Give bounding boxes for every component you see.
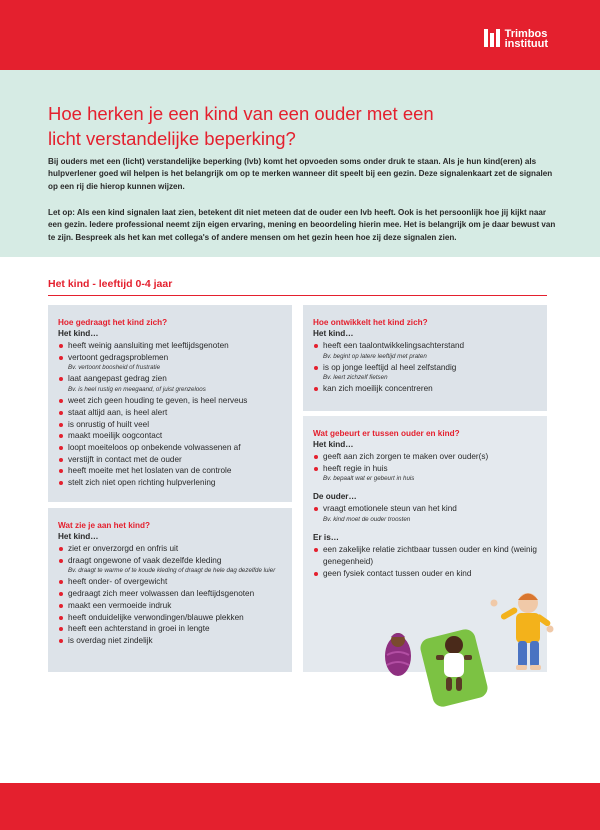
trimbos-logo	[484, 29, 548, 49]
header-bar	[0, 0, 600, 70]
intro-panel	[0, 70, 600, 257]
box-relationship-content	[313, 428, 541, 579]
box-appearance-subject: Het kind…	[58, 532, 99, 541]
box-appearance-list	[58, 543, 286, 647]
page-title-line-1: Hoe herken je een kind van een ouder met een	[48, 103, 434, 124]
logo-line-2: instituut	[504, 38, 548, 50]
list-item: heeft weinig aansluiting met leeftijdsgenoten	[58, 340, 286, 352]
list-item: gedraagt zich meer volwassen dan leeftijdsgenoten	[58, 588, 286, 600]
list-item: stelt zich niet open richting hulpverlening	[58, 477, 286, 489]
page-title	[48, 101, 528, 151]
box-behaviour-subject: Het kind…	[58, 329, 99, 338]
box-development-subject: Het kind…	[313, 329, 354, 338]
list-item: loopt moeiteloos op onbekende volwassenen af	[58, 442, 286, 454]
example-text: Bv. is heel rustig en meegaand, of juist grenzeloos	[68, 386, 206, 394]
list-item: draagt ongewone of vaak dezelfde kleding	[58, 555, 286, 567]
box-relationship-subject-there-is: Er is…	[313, 533, 339, 543]
box-development-content	[313, 317, 541, 395]
list-item: geen fysiek contact tussen ouder en kind	[313, 568, 541, 580]
box-behaviour-content	[58, 317, 286, 489]
list-item: vraagt emotionele steun van het kind	[313, 503, 541, 515]
example-text: Bv. bepaalt wat er gebeurt in huis	[323, 475, 415, 483]
list-item: heeft onder- of overgewicht	[58, 576, 286, 588]
box-development-list	[313, 340, 541, 395]
box-relationship-list-there-is	[313, 544, 541, 579]
box-relationship-subject-parent: De ouder…	[313, 492, 357, 502]
box-behaviour-list	[58, 340, 286, 489]
list-item: geeft aan zich zorgen te maken over ouder(s)	[313, 451, 541, 463]
box-appearance-question: Wat zie je aan het kind?	[58, 521, 151, 530]
list-item: heeft een taalontwikkelingsachterstand	[313, 340, 541, 352]
box-appearance-content	[58, 520, 286, 647]
list-item: heeft een achterstand in groei in lengte	[58, 623, 286, 635]
baby-on-blanket-icon	[418, 627, 489, 708]
footer-bar	[0, 783, 600, 830]
box-relationship-list-parent	[313, 503, 541, 524]
page-title-line-2: licht verstandelijke beperking?	[48, 128, 296, 149]
list-item: is op jonge leeftijd al heel zelfstandig	[313, 362, 541, 374]
list-item: vertoont gedragsproblemen	[58, 352, 286, 364]
box-relationship-subject-child: Het kind…	[313, 440, 354, 449]
list-item: heeft regie in huis	[313, 463, 541, 475]
trimbos-logo-icon	[484, 29, 500, 47]
logo-text	[505, 29, 548, 49]
children-illustration	[370, 585, 570, 710]
list-item: verstijft in contact met de ouder	[58, 454, 286, 466]
box-behaviour-question: Hoe gedraagt het kind zich?	[58, 318, 168, 327]
box-behaviour	[48, 305, 292, 502]
example-text: Bv. begint op latere leeftijd met praten	[323, 352, 427, 360]
example-text: Bv. leert zichzelf fietsen	[323, 374, 388, 382]
section-title: Het kind - leeftijd 0-4 jaar	[48, 278, 173, 290]
list-item: is overdag niet zindelijk	[58, 635, 286, 647]
box-relationship-list-child	[313, 451, 541, 483]
swaddled-baby-icon	[385, 633, 411, 676]
list-item: maakt een vermoeide indruk	[58, 600, 286, 612]
list-item: is onrustig of huilt veel	[58, 419, 286, 431]
list-item: maakt moeilijk oogcontact	[58, 430, 286, 442]
list-item: laat aangepast gedrag zien	[58, 373, 286, 385]
list-item: ziet er onverzorgd en onfris uit	[58, 543, 286, 555]
example-text: Bv. kind moet de ouder troosten	[323, 516, 411, 524]
list-item: heeft moeite met het loslaten van de controle	[58, 465, 286, 477]
list-item: een zakelijke relatie zichtbaar tussen ouder en kind (weinig genegenheid)	[313, 544, 541, 567]
box-relationship-question: Wat gebeurt er tussen ouder en kind?	[313, 429, 460, 438]
list-item: kan zich moeilijk concentreren	[313, 383, 541, 395]
example-text: Bv. vertoont boosheid of frustratie	[68, 364, 161, 372]
example-text: Bv. draagt te warme of te koude kleding of draagt de hele dag dezelfde luier	[68, 567, 276, 575]
list-item: heeft onduidelijke verwondingen/blauwe plekken	[58, 612, 286, 624]
section-divider	[48, 295, 547, 296]
intro-paragraph-1: Bij ouders met een (licht) verstandelijke beperking (lvb) komt het opvoeden soms onder druk te staan. Als je hun kind(eren) als hulpverlener goed wil helpen is het belangrijk om op te merken wanneer dit speelt bij een gezin. Deze signalenkaart zet de signalen op een rij die hierop kunnen wijzen.	[48, 157, 553, 191]
list-item: staat altijd aan, is heel alert	[58, 407, 286, 419]
list-item: weet zich geen houding te geven, is heel nerveus	[58, 395, 286, 407]
logo-line-1: Trimbos	[504, 28, 548, 40]
box-appearance	[48, 508, 292, 672]
toddler-icon	[491, 593, 554, 670]
box-development-question: Hoe ontwikkelt het kind zich?	[313, 318, 428, 327]
box-development	[303, 305, 547, 411]
intro-paragraph-2: Let op: Als een kind signalen laat zien, betekent dit niet meteen dat de ouder een lvb heeft. Ook is het persoonlijk hoe jij kijkt naar een gezin. Iedere professional neemt zijn eigen ervaring, mening en beoordeling hierin mee. Het is belangrijk om je daar bewust van te zijn. Bespreek als het kan met collega's of andere mensen om het gezin heen hoe zij deze signalen zien.	[48, 208, 556, 242]
